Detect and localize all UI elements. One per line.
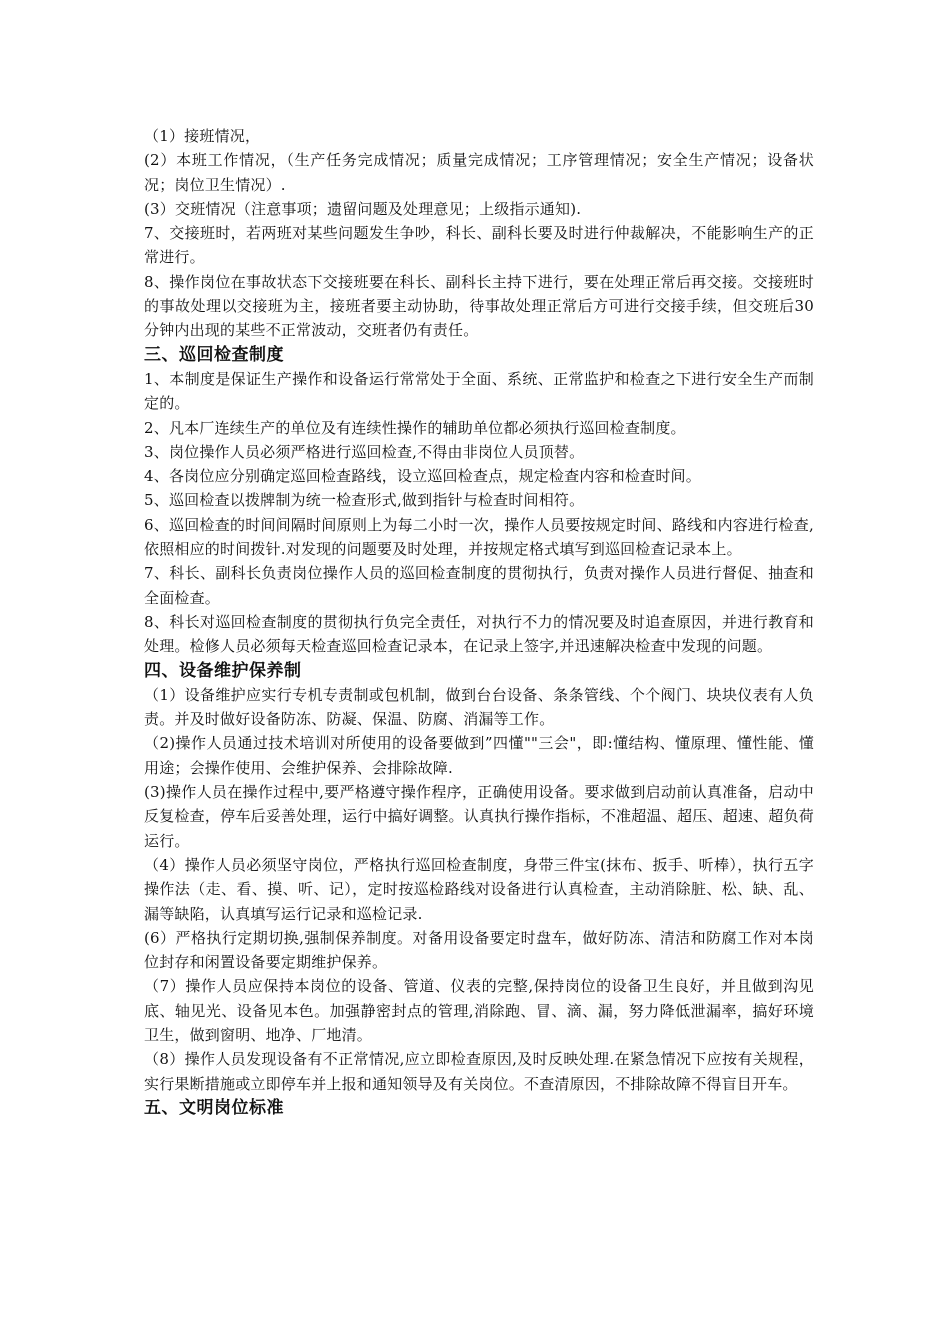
paragraph-handover-item-2: (2）本班工作情况，（生产任务完成情况；质量完成情况；工序管理情况；安全生产情况；设备状况；岗位卫生情况）. — [144, 151, 814, 194]
paragraph-patrol-7: 7、科长、副科长负责岗位操作人员的巡回检查制度的贯彻执行，负责对操作人员进行督促、抽查和全面检查。 — [144, 564, 814, 607]
paragraph-handover-item-1: （1）接班情况， — [144, 127, 261, 145]
paragraph-patrol-4: 4、各岗位应分别确定巡回检查路线，设立巡回检查点，规定检查内容和检查时间。 — [144, 467, 701, 486]
paragraph-patrol-5: 5、巡回检查以拨牌制为统一检查形式,做到指针与检查时间相符。 — [144, 491, 585, 510]
paragraph-patrol-2: 2、凡本厂连续生产的单位及有连续性操作的辅助单位都必须执行巡回检查制度。 — [144, 418, 686, 437]
paragraph-patrol-1: 1、本制度是保证生产操作和设备运行常常处于全面、系统、正常监护和检查之下进行安全生产而制定的。 — [144, 369, 814, 413]
paragraph-maintenance-8: （8）操作人员发现设备有不正常情况,应立即检查原因,及时反映处理.在紧急情况下应按有关规程，实行果断措施或立即停车并上报和通知领导及有关岗位。不查清原因，不排除故障不得盲目开车。 — [144, 1050, 814, 1093]
paragraph-patrol-6: 6、巡回检查的时间间隔时间原则上为每二小时一次，操作人员要按规定时间、路线和内容进行检查,依照相应的时间拨针.对发现的问题要及时处理，并按规定格式填写到巡回检查记录本上。 — [144, 515, 814, 559]
paragraph-maintenance-4: （4）操作人员必须坚守岗位，严格执行巡回检查制度，身带三件宝(抹布、扳手、听棒），执行五字操作法（走、看、摸、听、记），定时按巡检路线对设备进行认真检查，主动消除脏、松、缺、乱、漏等缺陷，认真填写运行记录和巡检记录. — [144, 855, 814, 923]
paragraph-patrol-3: 3、岗位操作人员必须严格进行巡回检查,不得由非岗位人员顶替。 — [144, 442, 585, 461]
document-page — [144, 124, 814, 1120]
paragraph-maintenance-1: （1）设备维护应实行专机专责制或包机制，做到台台设备、条条管线、个个阀门、块块仪表有人负责。并及时做好设备防冻、防凝、保温、防腐、消漏等工作。 — [144, 685, 814, 729]
paragraph-maintenance-3: (3)操作人员在操作过程中,要严格遵守操作程序，正确使用设备。要求做到启动前认真准备，启动中反复检查，停车后妥善处理，运行中搞好调整。认真执行操作指标，不准超温、超压、超速、超负荷运行。 — [144, 783, 814, 850]
section-heading-3: 三、巡回检查制度 — [144, 344, 284, 365]
paragraph-rule-7: 7、交接班时，若两班对某些问题发生争吵，科长、副科长要及时进行仲裁解决，不能影响生产的正常进行。 — [144, 224, 814, 267]
paragraph-rule-8: 8、操作岗位在事故状态下交接班要在科长、副科长主持下进行，要在处理正常后再交接。交接班时的事故处理以交接班为主，接班者要主动协助，待事故处理正常后方可进行交接手续，但交班后30分钟内出现的某些不正常波动，交班者仍有责任。 — [144, 272, 814, 340]
paragraph-patrol-8: 8、科长对巡回检查制度的贯彻执行负完全责任，对执行不力的情况要及时追查原因，并进行教育和处理。检修人员必须每天检查巡回检查记录本，在记录上签字,并迅速解决检查中发现的问题。 — [144, 612, 814, 656]
paragraph-maintenance-7: （7）操作人员应保持本岗位的设备、管道、仪表的完整,保持岗位的设备卫生良好，并且做到沟见底、轴见光、设备见本色。加强静密封点的管理,消除跑、冒、滴、漏，努力降低泄漏率，搞好环境卫生，做到窗明、地净、厂地清。 — [144, 977, 814, 1044]
paragraph-maintenance-6: (6）严格执行定期切换,强制保养制度。对备用设备要定时盘车，做好防冻、清洁和防腐工作对本岗位封存和闲置设备要定期维护保养。 — [144, 928, 814, 972]
section-heading-4: 四、设备维护保养制 — [144, 660, 302, 681]
paragraph-handover-item-3: (3）交班情况（注意事项；遗留问题及处理意见；上级指示通知). — [144, 199, 582, 218]
section-heading-5: 五、文明岗位标准 — [144, 1097, 284, 1118]
paragraph-maintenance-2: （2)操作人员通过技术培训对所使用的设备要做到”四懂""三会"，即:懂结构、懂原理、懂性能、懂用途；会操作使用、会维护保养、会排除故障. — [144, 734, 814, 777]
